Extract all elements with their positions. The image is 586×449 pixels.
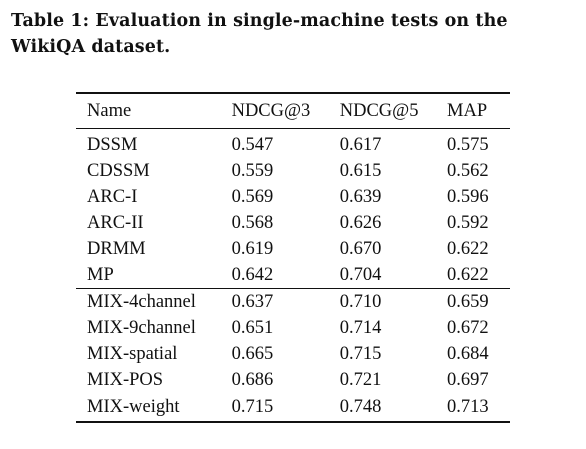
map-value: 0.622 [447, 264, 489, 285]
header-name: Name [87, 100, 132, 121]
ndcg3-value: 0.651 [231, 317, 274, 338]
table-row [76, 158, 510, 184]
table-caption: Table 1: Evaluation in single-machine tests on the WikiQA dataset. [11, 11, 508, 57]
map-value: 0.622 [447, 238, 489, 259]
model-name: MIX-4channel [76, 289, 232, 316]
model-name: ARC-II [87, 212, 144, 233]
model-name: ARC-I [87, 186, 138, 207]
ndcg3-value: 0.568 [231, 212, 274, 233]
header-map: MAP [447, 100, 488, 121]
table-row [76, 289, 510, 316]
model-name: CDSSM [87, 160, 150, 181]
ndcg3-value: 0.642 [231, 264, 274, 285]
map-value: 0.713 [447, 393, 510, 422]
model-name: MIX-POS [87, 369, 164, 390]
ndcg5-value: 0.748 [340, 393, 447, 422]
ndcg5-value: 0.704 [339, 264, 382, 285]
table-row [76, 367, 510, 393]
table-row [76, 236, 510, 262]
ndcg3-value: 0.686 [231, 369, 274, 390]
mix-models-group [76, 289, 510, 423]
header-ndcg3: NDCG@3 [231, 100, 311, 121]
ndcg5-value: 0.615 [339, 160, 382, 181]
map-value: 0.672 [447, 317, 489, 338]
ndcg3-value: 0.559 [231, 160, 274, 181]
ndcg3-value: 0.665 [231, 343, 274, 364]
model-name: MIX-9channel [87, 317, 196, 338]
map-value: 0.659 [447, 289, 510, 316]
baseline-models-group [76, 129, 510, 289]
ndcg5-value: 0.639 [339, 186, 382, 207]
map-value: 0.596 [447, 186, 489, 207]
table-row [76, 129, 510, 159]
header-ndcg5: NDCG@5 [339, 100, 419, 121]
ndcg5-value: 0.715 [339, 343, 382, 364]
ndcg5-value: 0.710 [340, 289, 447, 316]
map-value: 0.562 [447, 160, 489, 181]
table-row [76, 262, 510, 289]
table-header [76, 93, 510, 129]
table-row [76, 184, 510, 210]
header-row [76, 93, 510, 129]
results-table [76, 92, 510, 423]
model-name: MIX-spatial [87, 343, 178, 364]
table-row [76, 393, 510, 422]
model-name: MIX-weight [76, 393, 232, 422]
table-row [76, 315, 510, 341]
ndcg3-value: 0.637 [232, 289, 340, 316]
ndcg3-value: 0.619 [231, 238, 274, 259]
ndcg3-value: 0.547 [231, 134, 274, 155]
ndcg5-value: 0.714 [339, 317, 382, 338]
table-row [76, 341, 510, 367]
model-name: MP [87, 264, 114, 285]
ndcg3-value: 0.715 [232, 393, 340, 422]
map-value: 0.592 [447, 212, 489, 233]
map-value: 0.697 [447, 369, 489, 390]
ndcg5-value: 0.670 [339, 238, 382, 259]
table-row [76, 210, 510, 236]
map-value: 0.684 [447, 343, 489, 364]
ndcg3-value: 0.569 [231, 186, 274, 207]
ndcg5-value: 0.626 [339, 212, 382, 233]
model-name: DRMM [87, 238, 146, 259]
map-value: 0.575 [447, 134, 489, 155]
results-table-container [76, 92, 510, 423]
ndcg5-value: 0.617 [339, 134, 382, 155]
model-name: DSSM [87, 134, 138, 155]
ndcg5-value: 0.721 [339, 369, 382, 390]
